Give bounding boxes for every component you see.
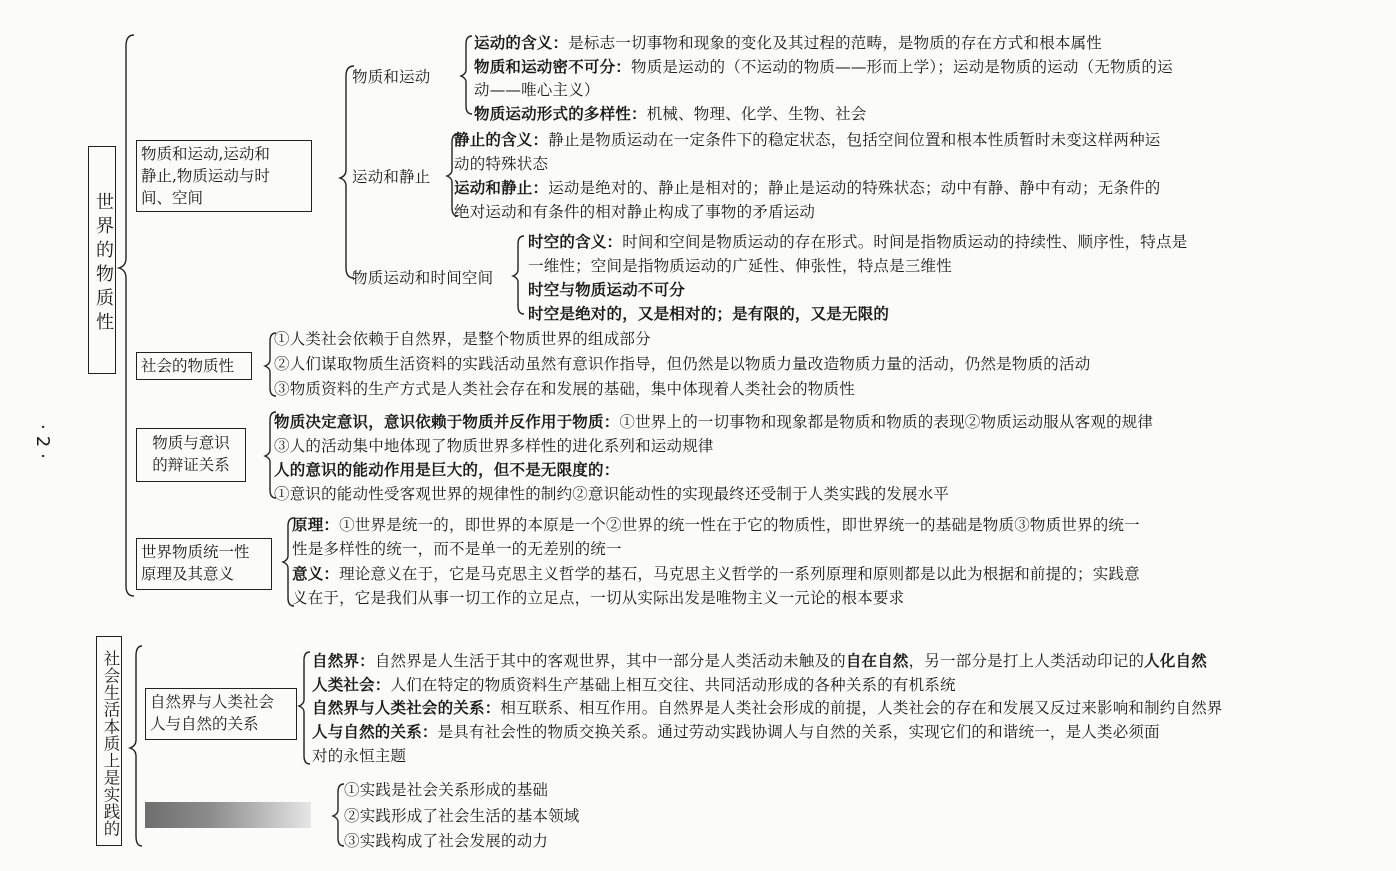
topic1-box-line: 间、空间 [141, 189, 204, 207]
text-line [312, 697, 1223, 719]
list-item: ②人们谋取物质生活资料的实践活动虽然有意识作指导，但仍然是以物质力量改造物质力量的活动，仍然是物质的活动 [274, 355, 1091, 373]
sub1-bracket [461, 36, 472, 114]
topic2-box [136, 352, 252, 380]
definition: 时间和空间是物质运动的存在形式。时间是指物质运动的持续性、顺序性，特点是 [622, 233, 1188, 251]
text-line [474, 79, 600, 101]
definition: 理论意义在于，它是马克思主义哲学的基石，马克思主义哲学的一系列原理和原则都是以此为根据和前提的；实践意 [339, 565, 1140, 583]
section1-title: 世界的物质性 [93, 192, 114, 336]
list-item: ②实践形成了社会生活的基本领域 [344, 807, 580, 825]
definition-cont: 绝对运动和有条件的相对静止构成了事物的矛盾运动 [454, 203, 816, 221]
bold-term: 人化自然 [1144, 651, 1207, 670]
text-line [292, 538, 622, 560]
text-line [312, 721, 1160, 743]
redacted-topic-box [145, 802, 311, 828]
bold-term: 人与自然的关系： [312, 722, 438, 741]
topic2-box-line: 社会的物质性 [141, 357, 235, 375]
definition: ①意识的能动性受客观世界的规律性的制约②意识能动性的实现最终还受制于人类实践的发展水平 [274, 485, 950, 503]
definition-cont: 动的特殊状态 [454, 155, 549, 173]
subtopic-label-motion-rest: 运动和静止 [352, 168, 431, 186]
text-line [474, 103, 867, 125]
definition: 义在于，它是我们从事一切工作的立足点，一切从实际出发是唯物主义一元论的根本要求 [292, 589, 905, 607]
s2-topic1-box [145, 688, 297, 740]
bold-term: 自然界： [312, 651, 375, 670]
text-line [528, 303, 889, 325]
text-line [274, 459, 619, 481]
bold-term: 物质和运动密不可分： [474, 57, 632, 76]
bold-term: 时空与物质运动不可分 [528, 280, 686, 299]
text-line [292, 563, 1140, 585]
text-line [292, 587, 904, 609]
text-line [312, 745, 406, 767]
subtopic-label-time-space: 物质运动和时间空间 [352, 269, 494, 287]
definition: 是标志一切事物和现象的变化及其过程的范畴，是物质的存在方式和根本属性 [568, 34, 1103, 52]
definition: ①世界是统一的，即世界的本原是一个②世界的统一性在于它的物质性，即世界统一的基础是物质③物质世界的统一 [339, 516, 1140, 534]
text-line [474, 32, 1102, 54]
bold-term: 人的意识的能动作用是巨大的，但不是无限度的： [274, 460, 620, 479]
bold-term: 意义： [292, 564, 340, 583]
section2-title-box [96, 636, 122, 846]
definition: ③人的活动集中地体现了物质世界多样性的进化系列和运动规律 [274, 437, 714, 455]
text-line [454, 153, 548, 175]
definition: 人们在特定的物质资料生产基础上相互交往、共同活动形成的各种关系的有机系统 [390, 676, 956, 694]
section1-bracket [119, 35, 134, 596]
bold-term: 时空的含义： [528, 232, 623, 251]
s2-topic2-bracket [333, 784, 344, 846]
text-line [454, 177, 1161, 199]
page-number: ·2· [32, 424, 53, 465]
text-line [454, 129, 1161, 151]
list-item: ①人类社会依赖于自然界，是整个物质世界的组成部分 [274, 330, 651, 348]
bold-term: 原理： [292, 515, 340, 534]
topic1-box-line: 静止,物质运动与时 [141, 167, 270, 185]
topic4-box [136, 538, 272, 590]
definition-cont: 一维性；空间是指物质运动的广延性、伸张性，特点是三维性 [528, 257, 952, 275]
section1-title-box [88, 146, 116, 374]
definition: 相互联系、相互作用。自然界是人类社会形成的前提，人类社会的存在和发展又反过来影响和制约自然界 [500, 699, 1223, 717]
s2-topic1-box-line: 人与自然的关系 [150, 715, 259, 733]
definition: 静止是物质运动在一定条件下的稳定状态，包括空间位置和根本性质暂时未变这样两种运 [548, 131, 1161, 149]
s2-topic1-bracket [299, 652, 310, 764]
topic3-box-line: 的辩证关系 [152, 456, 230, 474]
text-line [528, 255, 952, 277]
topic3-box [136, 428, 246, 482]
definition: ，另一部分是打上人类活动印记的 [908, 652, 1145, 670]
text-line [312, 674, 956, 696]
s2-topic1-box-line: 自然界与人类社会 [150, 693, 275, 711]
topic1-box [136, 140, 312, 212]
topic4-box-line: 世界物质统一性 [141, 543, 250, 561]
text-line [454, 201, 815, 223]
definition: 对的永恒主题 [312, 747, 407, 765]
topic1-box-line: 物质和运动,运动和 [141, 145, 270, 163]
text-line [274, 435, 714, 457]
bold-term: 自然界与人类社会的关系： [312, 698, 501, 717]
list-item: ③实践构成了社会发展的动力 [344, 832, 549, 850]
sub3-bracket [513, 236, 524, 314]
bold-term: 物质运动形式的多样性： [474, 104, 647, 123]
text-line [274, 411, 1153, 433]
subtopic-label-matter-motion: 物质和运动 [352, 68, 431, 86]
definition: 是具有社会性的物质交换关系。通过劳动实践协调人与自然的关系，实现它们的和谐统一，是人类必须面 [437, 723, 1160, 741]
topic3-box-line: 物质与意识 [152, 434, 230, 452]
text-line [474, 56, 1173, 78]
definition: ①世界上的一切事物和现象都是物质和物质的表现②物质运动服从客观的规律 [619, 413, 1154, 431]
definition: 性是多样性的统一，而不是单一的无差别的统一 [292, 540, 622, 558]
text-line [292, 514, 1140, 536]
definition: 自然界是人生活于其中的客观世界，其中一部分是人类活动未触及的 [374, 652, 846, 670]
list-item: ①实践是社会关系形成的基础 [344, 781, 549, 799]
topic4-box-line: 原理及其意义 [141, 565, 235, 583]
text-line [528, 279, 685, 301]
bold-term: 自在自然 [845, 651, 909, 670]
definition: 机械、物理、化学、生物、社会 [646, 105, 867, 123]
text-line [528, 231, 1187, 253]
bold-term: 物质决定意识，意识依赖于物质并反作用于物质： [274, 412, 620, 431]
text-line [274, 483, 949, 505]
section2-bracket [130, 646, 142, 846]
definition-cont: 动——唯心主义） [474, 81, 600, 99]
bold-term: 运动的含义： [474, 33, 569, 52]
definition: 物质是运动的（不运动的物质——形而上学）；运动是物质的运动（无物质的运 [631, 58, 1173, 76]
text-line [312, 650, 1207, 672]
bold-term: 运动和静止： [454, 178, 549, 197]
definition: 运动是绝对的、静止是相对的；静止是运动的特殊状态；动中有静、静中有动；无条件的 [548, 179, 1161, 197]
bold-term: 人类社会： [312, 675, 391, 694]
section2-title: 社会生活本质上是实践的 [101, 649, 120, 837]
bold-term: 时空是绝对的，又是相对的；是有限的，又是无限的 [528, 304, 890, 323]
bold-term: 静止的含义： [454, 130, 549, 149]
list-item: ③物质资料的生产方式是人类社会存在和发展的基础，集中体现着人类社会的物质性 [274, 380, 855, 398]
